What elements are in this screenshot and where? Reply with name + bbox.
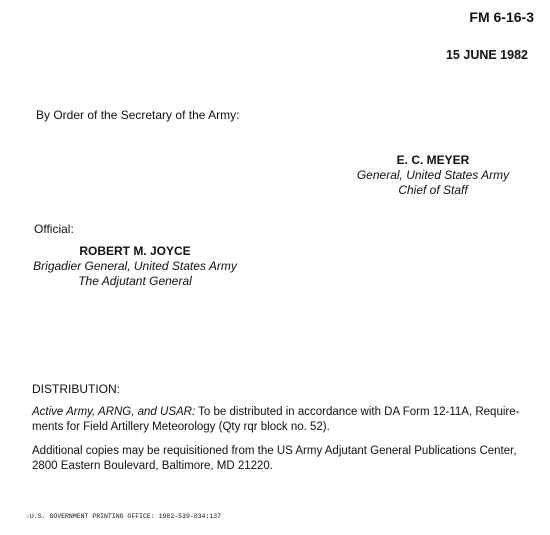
printing-office-footer: ☆U.S. GOVERNMENT PRINTING OFFICE: 1982-539-034:137 — [26, 513, 222, 520]
distribution-recipients: Active Army, ARNG, and USAR: — [32, 406, 196, 418]
chief-signature-block — [348, 153, 518, 198]
adjutant-title-line1: Brigadier General, United States Army — [33, 259, 237, 273]
document-number: FM 6-16-3 — [469, 9, 534, 25]
order-line: By Order of the Secretary of the Army: — [36, 108, 240, 122]
chief-name: E. C. MEYER — [396, 153, 470, 167]
official-label: Official: — [34, 222, 74, 236]
distribution-p1-line1 — [32, 405, 519, 420]
distribution-paragraph-1 — [32, 405, 519, 435]
distribution-p2-line1: Additional copies may be requisitioned from the US Army Adjutant General Publications Center, — [32, 445, 517, 457]
distribution-paragraph-2 — [32, 444, 517, 474]
distribution-p1-line2: ments for Field Artillery Meteorology (Qty rqr block no. 52). — [32, 421, 330, 433]
chief-title-line1: General, United States Army — [356, 168, 510, 182]
distribution-p2-line2: 2800 Eastern Boulevard, Baltimore, MD 21220. — [32, 460, 273, 472]
adjutant-title-line2: The Adjutant General — [78, 274, 192, 288]
distribution-p1-text: To be distributed in accordance with DA Form 12-11A, Require- — [195, 406, 520, 418]
chief-title-line2: Chief of Staff — [398, 183, 468, 197]
distribution-heading: DISTRIBUTION: — [32, 382, 121, 396]
adjutant-signature-block — [30, 244, 240, 289]
document-date: 15 JUNE 1982 — [445, 48, 528, 62]
adjutant-name: ROBERT M. JOYCE — [79, 244, 191, 258]
